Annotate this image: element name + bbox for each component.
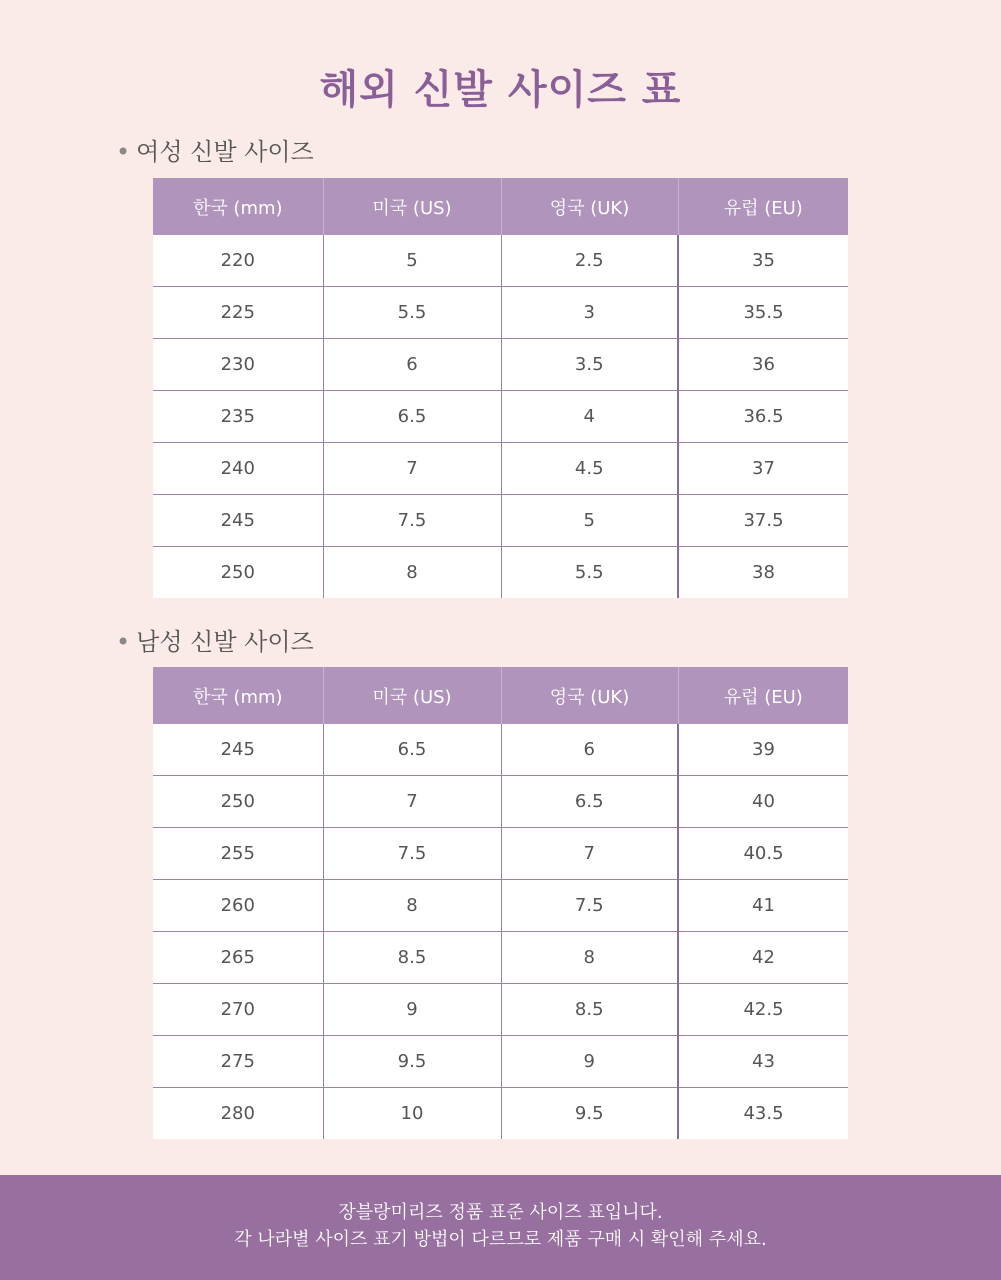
- men-size-table: [153, 667, 848, 1139]
- cell-us: 9: [323, 984, 501, 1036]
- cell-uk: 6.5: [501, 776, 678, 828]
- table-row: [153, 1036, 848, 1088]
- table-row: [153, 287, 848, 339]
- footer-notice: [0, 1175, 1001, 1280]
- cell-us: 8: [323, 880, 501, 932]
- cell-eu: 43.5: [678, 1088, 848, 1140]
- table-row: [153, 828, 848, 880]
- men-section-label: 남성 신발 사이즈: [136, 628, 314, 656]
- column-header-uk: 영국 (UK): [501, 178, 678, 235]
- cell-us: 5: [323, 235, 501, 287]
- cell-us: 6: [323, 339, 501, 391]
- cell-korea: 270: [153, 984, 323, 1036]
- cell-korea: 255: [153, 828, 323, 880]
- cell-uk: 9: [501, 1036, 678, 1088]
- cell-korea: 260: [153, 880, 323, 932]
- cell-uk: 4: [501, 391, 678, 443]
- cell-korea: 245: [153, 724, 323, 776]
- column-header-eu: 유럽 (EU): [678, 178, 848, 235]
- table-row: [153, 547, 848, 599]
- table-row: [153, 235, 848, 287]
- cell-korea: 250: [220, 562, 255, 583]
- women-section-title: [116, 132, 314, 167]
- cell-us: 7.5: [323, 828, 501, 880]
- cell-us: 5.5: [323, 287, 501, 339]
- cell-korea: 240: [153, 443, 323, 495]
- cell-korea: 280: [220, 1103, 255, 1124]
- page-title: 해외 신발 사이즈 표: [319, 67, 682, 113]
- column-header-us: 미국 (US): [323, 178, 501, 235]
- men-section-title: [116, 622, 314, 657]
- cell-korea: 235: [153, 391, 323, 443]
- table-row: [153, 984, 848, 1036]
- cell-eu: 35: [678, 235, 848, 287]
- cell-uk: 7.5: [501, 880, 678, 932]
- cell-eu: 40: [678, 776, 848, 828]
- cell-uk: 4.5: [501, 443, 678, 495]
- cell-eu: 42.5: [678, 984, 848, 1036]
- cell-uk: 8.5: [501, 984, 678, 1036]
- table-header-row: [153, 667, 848, 724]
- cell-eu: 39: [678, 724, 848, 776]
- cell-eu: 35.5: [678, 287, 848, 339]
- cell-eu: 41: [678, 880, 848, 932]
- column-header-korea: 한국 (mm): [153, 667, 323, 724]
- cell-korea: 225: [153, 287, 323, 339]
- column-header-eu: 유럽 (EU): [678, 667, 848, 724]
- cell-us: 8.5: [323, 932, 501, 984]
- footer-line-1: 장블랑미리즈 정품 표준 사이즈 표입니다.: [338, 1202, 663, 1223]
- cell-uk: 6: [501, 724, 678, 776]
- cell-uk: 5: [501, 495, 678, 547]
- cell-us: 7: [323, 776, 501, 828]
- cell-eu: 43: [678, 1036, 848, 1088]
- cell-korea: 275: [153, 1036, 323, 1088]
- table-row: [153, 443, 848, 495]
- cell-korea: 220: [153, 235, 323, 287]
- cell-uk: 3.5: [501, 339, 678, 391]
- cell-eu: 36.5: [678, 391, 848, 443]
- table-row: [153, 495, 848, 547]
- footer-line-2: 각 나라별 사이즈 표기 방법이 다르므로 제품 구매 시 확인해 주세요.: [234, 1229, 767, 1250]
- column-header-korea: 한국 (mm): [153, 178, 323, 235]
- cell-us: 6.5: [323, 724, 501, 776]
- cell-korea: 250: [153, 776, 323, 828]
- table-row: [153, 880, 848, 932]
- cell-eu: 38: [678, 547, 848, 599]
- cell-eu: 36: [678, 339, 848, 391]
- table-row: [153, 932, 848, 984]
- cell-uk: 5.5: [501, 547, 678, 599]
- cell-eu: 37: [678, 443, 848, 495]
- table-row: [153, 391, 848, 443]
- cell-us: 6.5: [323, 391, 501, 443]
- table-row: [153, 724, 848, 776]
- cell-eu: 42: [678, 932, 848, 984]
- bullet-icon: •: [116, 628, 131, 656]
- column-header-us: 미국 (US): [323, 667, 501, 724]
- column-header-uk: 영국 (UK): [501, 667, 678, 724]
- cell-us: 7.5: [323, 495, 501, 547]
- table-row: [153, 776, 848, 828]
- cell-korea: 245: [153, 495, 323, 547]
- bullet-icon: •: [116, 138, 131, 166]
- cell-eu: 40.5: [678, 828, 848, 880]
- cell-uk: 8: [501, 932, 678, 984]
- cell-uk: 9.5: [501, 1088, 678, 1140]
- cell-us: 7: [323, 443, 501, 495]
- cell-uk: 3: [501, 287, 678, 339]
- table-row: [153, 1088, 848, 1140]
- women-size-table: [153, 178, 848, 598]
- cell-eu: 37.5: [678, 495, 848, 547]
- cell-korea: 265: [153, 932, 323, 984]
- cell-us: 10: [323, 1088, 501, 1140]
- table-header-row: [153, 178, 848, 235]
- table-row: [153, 339, 848, 391]
- cell-uk: 2.5: [501, 235, 678, 287]
- cell-korea: 230: [153, 339, 323, 391]
- women-section-label: 여성 신발 사이즈: [136, 138, 314, 166]
- cell-us: 9.5: [323, 1036, 501, 1088]
- cell-uk: 7: [501, 828, 678, 880]
- cell-us: 8: [323, 547, 501, 599]
